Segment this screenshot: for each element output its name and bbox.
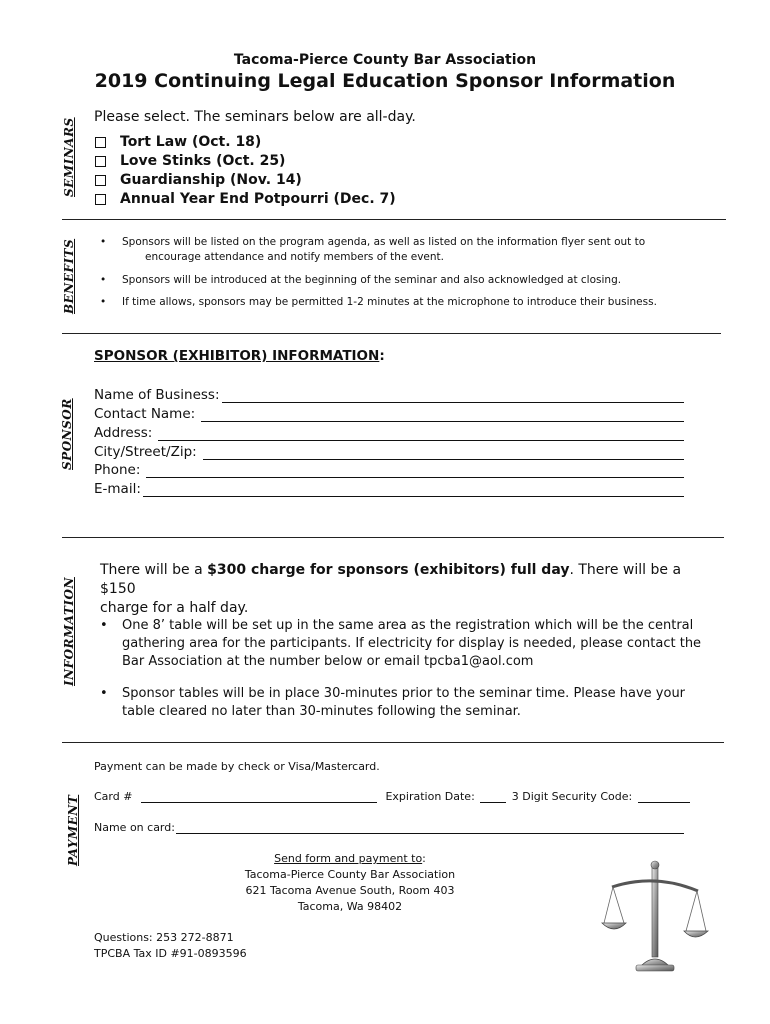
mailing-address bbox=[200, 851, 500, 915]
charge-text: There will be a bbox=[100, 562, 208, 578]
name-on-card-row bbox=[94, 821, 684, 834]
business-name-field[interactable] bbox=[94, 385, 684, 403]
input-line[interactable] bbox=[201, 407, 684, 422]
sponsor-heading-colon: : bbox=[379, 348, 385, 364]
address-line: Tacoma, Wa 98402 bbox=[297, 900, 403, 913]
bullet-icon: • bbox=[100, 686, 108, 701]
seminar-label: Guardianship (Nov. 14) bbox=[120, 172, 302, 188]
contact-info bbox=[94, 930, 247, 962]
input-line[interactable] bbox=[158, 426, 684, 441]
bullet-icon: • bbox=[100, 296, 107, 308]
security-code-label: 3 Digit Security Code: bbox=[511, 790, 633, 803]
send-to-text: Send form and payment to bbox=[274, 852, 423, 865]
page-title: 2019 Continuing Legal Education Sponsor Information bbox=[94, 70, 676, 92]
name-on-card-label: Name on card: bbox=[94, 821, 175, 834]
sponsor-heading bbox=[94, 348, 385, 364]
benefit-text: encourage attendance and notify members of the event. bbox=[145, 251, 444, 263]
send-to-label bbox=[200, 851, 500, 867]
side-label-sponsor: SPONSOR bbox=[60, 398, 74, 470]
security-code-input[interactable] bbox=[638, 791, 690, 803]
card-row bbox=[94, 790, 694, 803]
card-number-label: Card # bbox=[94, 790, 133, 803]
info-text: Sponsor tables will be in place 30-minutes prior to the seminar time. Please have your table cleared no later than 30-minutes following the seminar. bbox=[122, 686, 686, 719]
scales-of-justice-icon bbox=[600, 855, 710, 975]
expiration-label: Expiration Date: bbox=[385, 790, 475, 803]
seminars-intro: Please select. The seminars below are all-day. bbox=[94, 109, 416, 125]
side-label-payment: PAYMENT bbox=[66, 794, 80, 866]
benefit-text: If time allows, sponsors may be permitted 1-2 minutes at the microphone to introduce their business. bbox=[122, 296, 657, 308]
phone-field[interactable] bbox=[94, 460, 684, 478]
field-label: Phone: bbox=[94, 462, 141, 478]
field-label: Contact Name: bbox=[94, 406, 196, 422]
seminar-label: Annual Year End Potpourri (Dec. 7) bbox=[120, 191, 396, 207]
side-label-benefits: BENEFITS bbox=[62, 238, 76, 314]
charge-amount: $300 charge for sponsors (exhibitors) full day bbox=[207, 562, 570, 578]
bullet-icon: • bbox=[100, 274, 107, 286]
address-field[interactable] bbox=[94, 423, 684, 441]
charge-statement bbox=[100, 561, 720, 618]
field-label: City/Street/Zip: bbox=[94, 444, 197, 460]
charge-text: . There will be a $150 bbox=[100, 562, 682, 597]
bullet-icon: • bbox=[100, 618, 108, 633]
seminar-label: Tort Law (Oct. 18) bbox=[120, 134, 262, 150]
divider bbox=[62, 333, 721, 334]
organization-name: Tacoma-Pierce County Bar Association bbox=[233, 52, 537, 68]
expiration-input[interactable] bbox=[480, 791, 506, 803]
send-to-colon: : bbox=[422, 852, 426, 865]
side-label-seminars: SEMINARS bbox=[62, 117, 76, 197]
bullet-icon: • bbox=[100, 236, 107, 248]
info-text: One 8’ table will be set up in the same area as the registration which will be the central gathering area for the participants. If electricity for display is needed, please contact the Bar Association at the number below or email tpcba1@aol.com bbox=[122, 618, 702, 669]
email-field[interactable] bbox=[94, 479, 684, 497]
payment-methods: Payment can be made by check or Visa/Mastercard. bbox=[94, 760, 380, 773]
checkbox-icon[interactable] bbox=[95, 175, 106, 186]
input-line[interactable] bbox=[146, 463, 684, 478]
address-line: Tacoma-Pierce County Bar Association bbox=[244, 868, 456, 881]
card-number-input[interactable] bbox=[141, 791, 377, 803]
input-line[interactable] bbox=[143, 482, 684, 497]
field-label: E-mail: bbox=[94, 481, 141, 497]
benefit-text: Sponsors will be listed on the program agenda, as well as listed on the information flyer sent out to bbox=[122, 236, 646, 248]
name-on-card-input[interactable] bbox=[176, 822, 684, 834]
divider bbox=[62, 742, 724, 743]
seminar-option-guardianship[interactable] bbox=[95, 172, 302, 188]
divider bbox=[62, 537, 724, 538]
city-street-zip-field[interactable] bbox=[94, 442, 684, 460]
divider bbox=[62, 219, 726, 220]
contact-name-field[interactable] bbox=[94, 404, 684, 422]
checkbox-icon[interactable] bbox=[95, 137, 106, 148]
checkbox-icon[interactable] bbox=[95, 194, 106, 205]
address-line: 621 Tacoma Avenue South, Room 403 bbox=[245, 884, 455, 897]
charge-text: charge for a half day. bbox=[100, 600, 249, 616]
seminar-option-tort-law[interactable] bbox=[95, 134, 261, 150]
input-line[interactable] bbox=[222, 388, 684, 403]
seminar-option-potpourri[interactable] bbox=[95, 191, 396, 207]
seminar-option-love-stinks[interactable] bbox=[95, 153, 285, 169]
field-label: Name of Business: bbox=[94, 387, 220, 403]
benefit-text: Sponsors will be introduced at the beginning of the seminar and also acknowledged at closing. bbox=[122, 274, 622, 286]
questions-phone: Questions: 253 272-8871 bbox=[94, 931, 234, 944]
checkbox-icon[interactable] bbox=[95, 156, 106, 167]
input-line[interactable] bbox=[203, 445, 684, 460]
side-label-information: INFORMATION bbox=[62, 577, 76, 686]
sponsor-heading-text: SPONSOR (EXHIBITOR) INFORMATION bbox=[94, 348, 380, 364]
field-label: Address: bbox=[94, 425, 153, 441]
tax-id: TPCBA Tax ID #91-0893596 bbox=[94, 947, 247, 960]
seminar-label: Love Stinks (Oct. 25) bbox=[120, 153, 286, 169]
